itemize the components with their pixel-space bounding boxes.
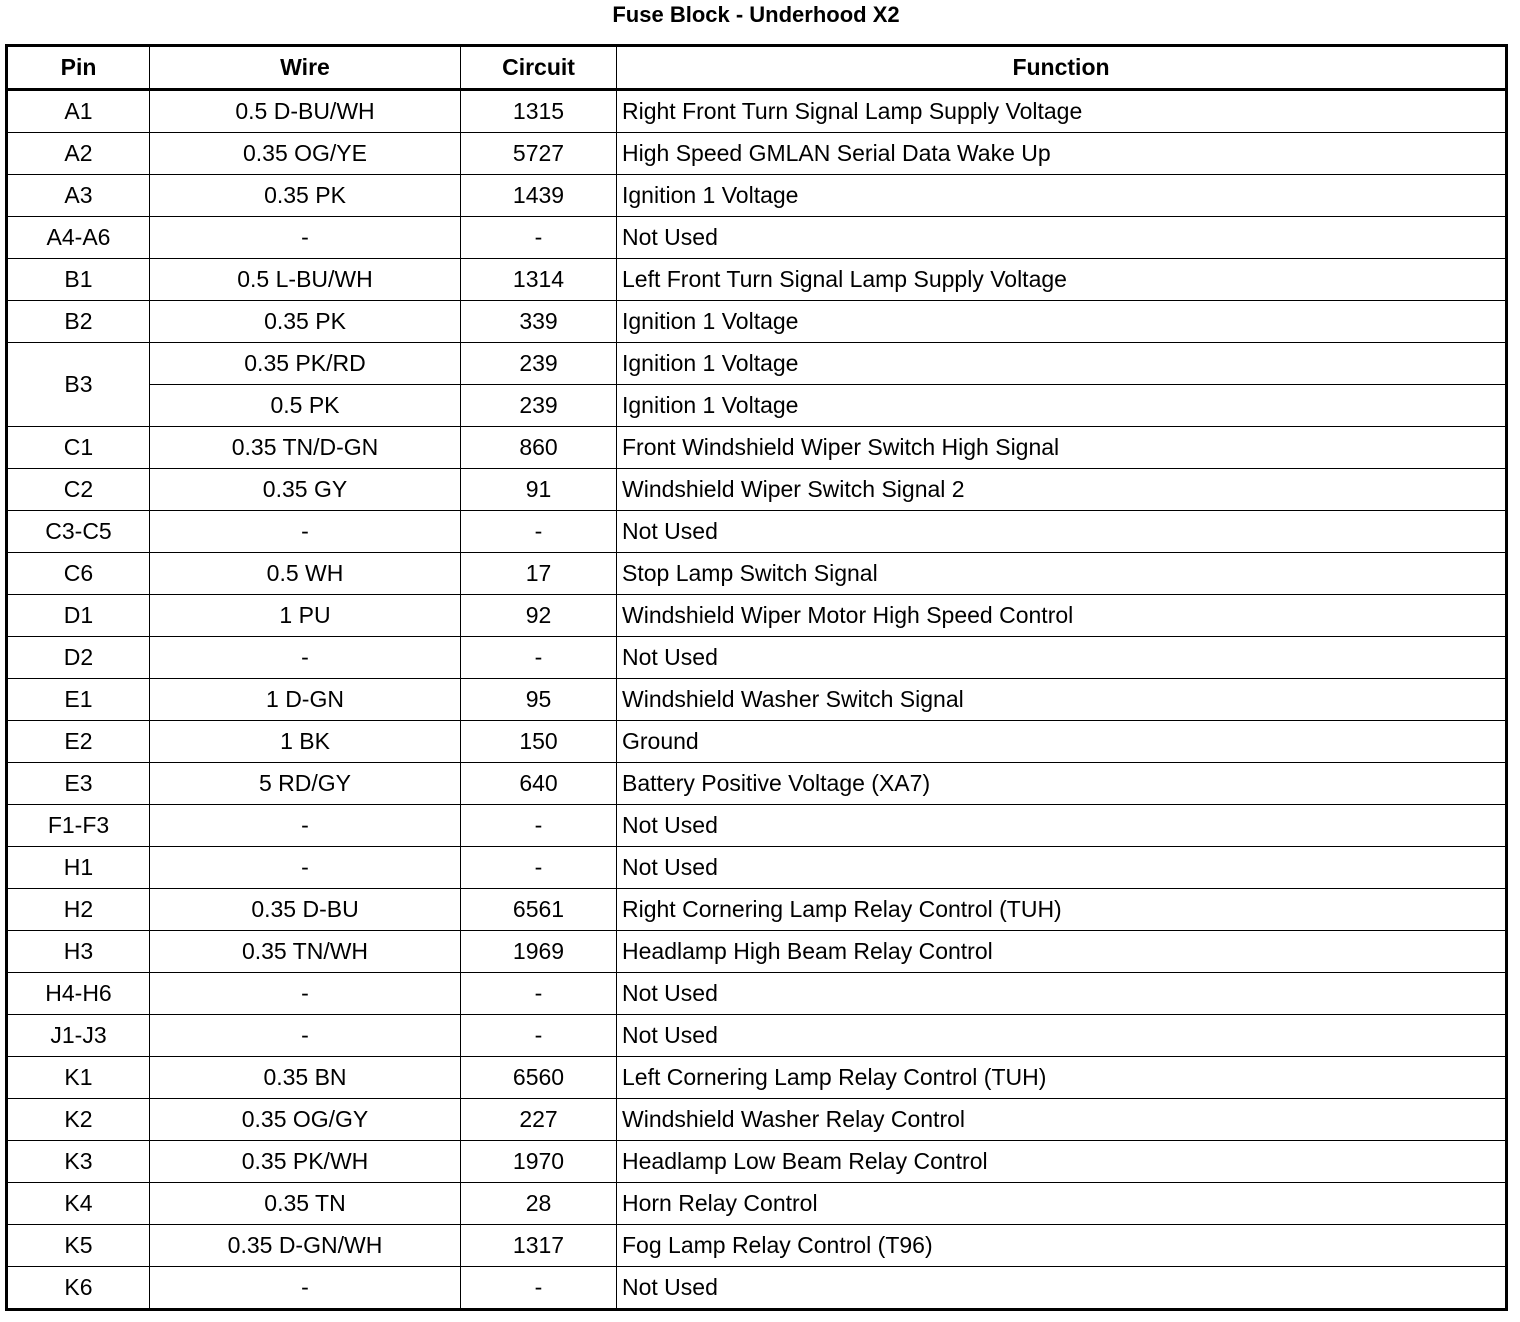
- cell-circuit: 1970: [461, 1141, 617, 1183]
- cell-pin: C2: [7, 469, 150, 511]
- cell-circuit: 860: [461, 427, 617, 469]
- table-row: [7, 1141, 1507, 1183]
- cell-wire: 0.5 L-BU/WH: [150, 259, 461, 301]
- table-row: [7, 1015, 1507, 1057]
- cell-circuit: -: [461, 511, 617, 553]
- cell-function: Not Used: [617, 637, 1507, 679]
- cell-circuit: 1969: [461, 931, 617, 973]
- cell-function: Not Used: [617, 805, 1507, 847]
- cell-function: Not Used: [617, 1267, 1507, 1310]
- cell-wire: 0.35 D-GN/WH: [150, 1225, 461, 1267]
- cell-pin: C1: [7, 427, 150, 469]
- table-row: [7, 931, 1507, 973]
- cell-wire: -: [150, 805, 461, 847]
- table-row: [7, 1267, 1507, 1310]
- cell-pin: K6: [7, 1267, 150, 1310]
- table-body: [7, 90, 1507, 1310]
- cell-wire: 0.35 PK/RD: [150, 343, 461, 385]
- connector-pin-table: [5, 44, 1508, 1311]
- cell-wire: 0.35 PK/WH: [150, 1141, 461, 1183]
- cell-wire: 0.5 PK: [150, 385, 461, 427]
- cell-function: Not Used: [617, 847, 1507, 889]
- cell-pin: F1-F3: [7, 805, 150, 847]
- cell-function: Windshield Washer Switch Signal: [617, 679, 1507, 721]
- cell-function: Not Used: [617, 1015, 1507, 1057]
- cell-wire: 0.35 PK: [150, 175, 461, 217]
- cell-circuit: 95: [461, 679, 617, 721]
- column-header-wire: Wire: [150, 46, 461, 90]
- cell-wire: 0.35 TN: [150, 1183, 461, 1225]
- cell-function: Battery Positive Voltage (XA7): [617, 763, 1507, 805]
- cell-circuit: -: [461, 847, 617, 889]
- cell-pin: H2: [7, 889, 150, 931]
- cell-function: Left Cornering Lamp Relay Control (TUH): [617, 1057, 1507, 1099]
- cell-pin: K4: [7, 1183, 150, 1225]
- cell-pin: H1: [7, 847, 150, 889]
- table-row: [7, 343, 1507, 385]
- cell-function: Ignition 1 Voltage: [617, 343, 1507, 385]
- table-row: [7, 847, 1507, 889]
- table-row: [7, 721, 1507, 763]
- cell-wire: 0.35 D-BU: [150, 889, 461, 931]
- cell-pin: E2: [7, 721, 150, 763]
- table-row: [7, 259, 1507, 301]
- table-row: [7, 805, 1507, 847]
- cell-circuit: -: [461, 637, 617, 679]
- cell-function: Stop Lamp Switch Signal: [617, 553, 1507, 595]
- cell-function: Ground: [617, 721, 1507, 763]
- cell-circuit: 1439: [461, 175, 617, 217]
- table-row: [7, 763, 1507, 805]
- column-header-function: Function: [617, 46, 1507, 90]
- cell-wire: 0.35 BN: [150, 1057, 461, 1099]
- cell-circuit: 5727: [461, 133, 617, 175]
- cell-function: Not Used: [617, 973, 1507, 1015]
- cell-pin: E1: [7, 679, 150, 721]
- cell-circuit: 6560: [461, 1057, 617, 1099]
- cell-function: Left Front Turn Signal Lamp Supply Voltage: [617, 259, 1507, 301]
- cell-pin: B2: [7, 301, 150, 343]
- cell-circuit: 640: [461, 763, 617, 805]
- cell-function: High Speed GMLAN Serial Data Wake Up: [617, 133, 1507, 175]
- cell-circuit: 6561: [461, 889, 617, 931]
- cell-circuit: 150: [461, 721, 617, 763]
- cell-wire: 0.35 GY: [150, 469, 461, 511]
- table-row: [7, 595, 1507, 637]
- table-header-row: [7, 46, 1507, 90]
- table-row: [7, 679, 1507, 721]
- table-row: [7, 427, 1507, 469]
- cell-circuit: 1315: [461, 90, 617, 133]
- cell-circuit: -: [461, 1267, 617, 1310]
- cell-function: Right Cornering Lamp Relay Control (TUH): [617, 889, 1507, 931]
- cell-function: Ignition 1 Voltage: [617, 301, 1507, 343]
- table-row: [7, 637, 1507, 679]
- cell-function: Windshield Wiper Motor High Speed Control: [617, 595, 1507, 637]
- cell-wire: -: [150, 1267, 461, 1310]
- cell-function: Windshield Washer Relay Control: [617, 1099, 1507, 1141]
- cell-wire: 1 PU: [150, 595, 461, 637]
- cell-wire: -: [150, 973, 461, 1015]
- cell-pin: E3: [7, 763, 150, 805]
- column-header-pin: Pin: [7, 46, 150, 90]
- cell-circuit: 227: [461, 1099, 617, 1141]
- table-row: [7, 973, 1507, 1015]
- table-row: [7, 469, 1507, 511]
- document-title: Fuse Block - Underhood X2: [612, 2, 900, 27]
- cell-pin: D1: [7, 595, 150, 637]
- cell-wire: -: [150, 847, 461, 889]
- cell-function: Not Used: [617, 217, 1507, 259]
- table-row: [7, 301, 1507, 343]
- cell-pin: K1: [7, 1057, 150, 1099]
- cell-wire: -: [150, 511, 461, 553]
- cell-circuit: 28: [461, 1183, 617, 1225]
- cell-circuit: 239: [461, 385, 617, 427]
- table-row: [7, 175, 1507, 217]
- cell-pin: K2: [7, 1099, 150, 1141]
- cell-pin: D2: [7, 637, 150, 679]
- cell-wire: 0.35 OG/YE: [150, 133, 461, 175]
- cell-circuit: 17: [461, 553, 617, 595]
- cell-circuit: -: [461, 805, 617, 847]
- table-row: [7, 511, 1507, 553]
- table-row: [7, 217, 1507, 259]
- cell-pin: H3: [7, 931, 150, 973]
- cell-function: Not Used: [617, 511, 1507, 553]
- table-row: [7, 1183, 1507, 1225]
- cell-circuit: 339: [461, 301, 617, 343]
- cell-wire: 1 D-GN: [150, 679, 461, 721]
- cell-wire: 0.35 TN/WH: [150, 931, 461, 973]
- cell-wire: 0.35 TN/D-GN: [150, 427, 461, 469]
- table-row: [7, 90, 1507, 133]
- cell-wire: -: [150, 217, 461, 259]
- cell-pin: A1: [7, 90, 150, 133]
- cell-pin: C6: [7, 553, 150, 595]
- cell-pin: B1: [7, 259, 150, 301]
- cell-wire: 0.5 WH: [150, 553, 461, 595]
- cell-wire: 5 RD/GY: [150, 763, 461, 805]
- cell-circuit: 1314: [461, 259, 617, 301]
- table-row: [7, 1099, 1507, 1141]
- cell-pin: J1-J3: [7, 1015, 150, 1057]
- cell-pin: A4-A6: [7, 217, 150, 259]
- cell-function: Ignition 1 Voltage: [617, 385, 1507, 427]
- cell-function: Front Windshield Wiper Switch High Signal: [617, 427, 1507, 469]
- cell-wire: 0.5 D-BU/WH: [150, 90, 461, 133]
- cell-wire: 0.35 OG/GY: [150, 1099, 461, 1141]
- table-row: [7, 553, 1507, 595]
- cell-wire: -: [150, 637, 461, 679]
- cell-pin: B3: [7, 343, 150, 427]
- cell-function: Ignition 1 Voltage: [617, 175, 1507, 217]
- table-row: [7, 1225, 1507, 1267]
- cell-pin: K3: [7, 1141, 150, 1183]
- cell-circuit: 239: [461, 343, 617, 385]
- cell-function: Headlamp High Beam Relay Control: [617, 931, 1507, 973]
- column-header-circuit: Circuit: [461, 46, 617, 90]
- table-row: [7, 133, 1507, 175]
- cell-function: Headlamp Low Beam Relay Control: [617, 1141, 1507, 1183]
- cell-circuit: -: [461, 217, 617, 259]
- cell-circuit: -: [461, 1015, 617, 1057]
- cell-circuit: 91: [461, 469, 617, 511]
- cell-circuit: 1317: [461, 1225, 617, 1267]
- table-row: [7, 385, 1507, 427]
- cell-circuit: -: [461, 973, 617, 1015]
- cell-wire: 0.35 PK: [150, 301, 461, 343]
- cell-circuit: 92: [461, 595, 617, 637]
- cell-wire: 1 BK: [150, 721, 461, 763]
- table-row: [7, 1057, 1507, 1099]
- cell-function: Fog Lamp Relay Control (T96): [617, 1225, 1507, 1267]
- cell-pin: C3-C5: [7, 511, 150, 553]
- cell-function: Horn Relay Control: [617, 1183, 1507, 1225]
- cell-pin: A3: [7, 175, 150, 217]
- cell-pin: H4-H6: [7, 973, 150, 1015]
- cell-pin: A2: [7, 133, 150, 175]
- cell-function: Windshield Wiper Switch Signal 2: [617, 469, 1507, 511]
- cell-function: Right Front Turn Signal Lamp Supply Voltage: [617, 90, 1507, 133]
- table-row: [7, 889, 1507, 931]
- cell-wire: -: [150, 1015, 461, 1057]
- cell-pin: K5: [7, 1225, 150, 1267]
